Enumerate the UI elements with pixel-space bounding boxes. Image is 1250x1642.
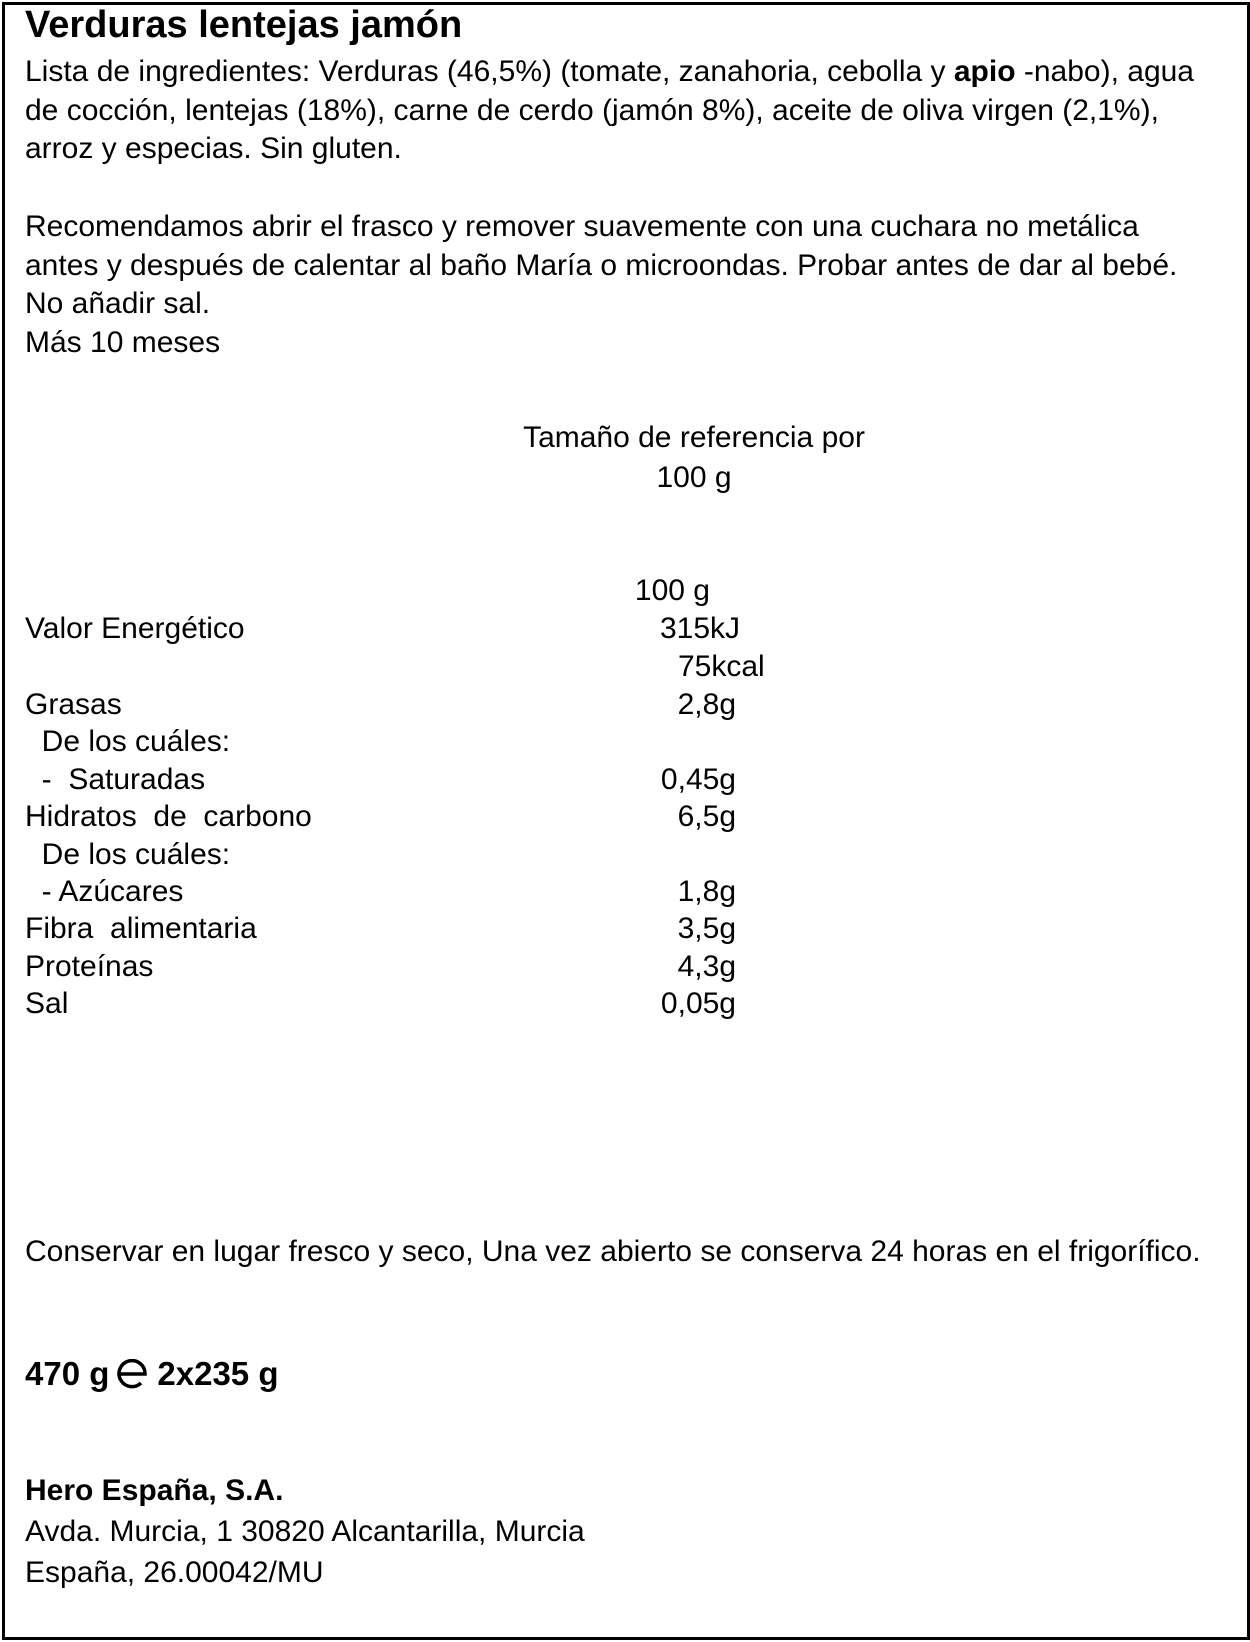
nutrition-row-label: Grasas [25, 688, 122, 721]
net-weight-units: 2x235 g [157, 1355, 279, 1392]
nutrition-row-label: De los cuáles: [25, 725, 231, 759]
nutrition-row-label: Proteínas [25, 949, 154, 983]
preparation-instructions: Recomendamos abrir el frasco y remover suavemente con una cuchara no metálica antes y después de calentar al baño María o microondas. Probar antes de dar al bebé. No añadir sal. [25, 210, 1178, 320]
net-weight [25, 1355, 278, 1393]
product-title: Verduras lentejas jamón [25, 4, 463, 46]
reference-size-line1: Tamaño de referencia por [523, 421, 865, 454]
company-name: Hero España, S.A. [25, 1474, 284, 1507]
nutrition-row-label: Sal [25, 987, 69, 1021]
nutrition-row-value: 3,5g [677, 912, 736, 946]
net-weight-value: 470 g [25, 1355, 110, 1392]
nutrition-row-value: 0,05g [660, 987, 736, 1021]
estimated-sign-icon [115, 1359, 151, 1389]
nutrition-row-label: - Azúcares [25, 875, 184, 908]
nutrition-row-label: De los cuáles: [25, 837, 231, 871]
nutrition-row-value: 0,45g [660, 762, 736, 796]
nutrition-column-header: 100 g [634, 574, 710, 607]
company-country-registry: España, 26.00042/MU [25, 1556, 324, 1589]
nutrition-row-value: 1,8g [677, 875, 736, 908]
ingredients-prefix: Lista de ingredientes: Verduras (46,5%) (tomate, zanahoria, cebolla y [25, 55, 954, 88]
company-address: Avda. Murcia, 1 30820 Alcantarilla, Murcia [25, 1515, 585, 1548]
ingredients-allergen: apio [953, 55, 1016, 88]
ingredients-suffix: -nabo), agua de cocción, lentejas (18%), carne de cerdo (jamón 8%), aceite de oliva virgen (2,1%), arroz y especias. Sin gluten. [25, 55, 1194, 165]
nutrition-row-label: Fibra alimentaria [25, 912, 257, 946]
nutrition-row-label: Hidratos de carbono [25, 800, 312, 834]
energy-label: Valor Energético [25, 612, 245, 645]
reference-size-line2: 100 g [656, 461, 732, 494]
nutrition-row-value: 4,3g [677, 949, 736, 983]
energy-kcal-value: 75kcal [678, 650, 765, 683]
age-recommendation: Más 10 meses [25, 326, 221, 359]
ingredients-list [25, 53, 1205, 169]
nutrition-row-value: 6,5g [677, 800, 736, 834]
storage-instructions: Conservar en lugar fresco y seco, Una vez abierto se conserva 24 horas en el frigorífico. [25, 1235, 1201, 1268]
nutrition-row-label: - Saturadas [25, 762, 206, 796]
energy-kj-value: 315kJ [660, 612, 741, 645]
nutrition-row-value: 2,8g [677, 688, 736, 721]
